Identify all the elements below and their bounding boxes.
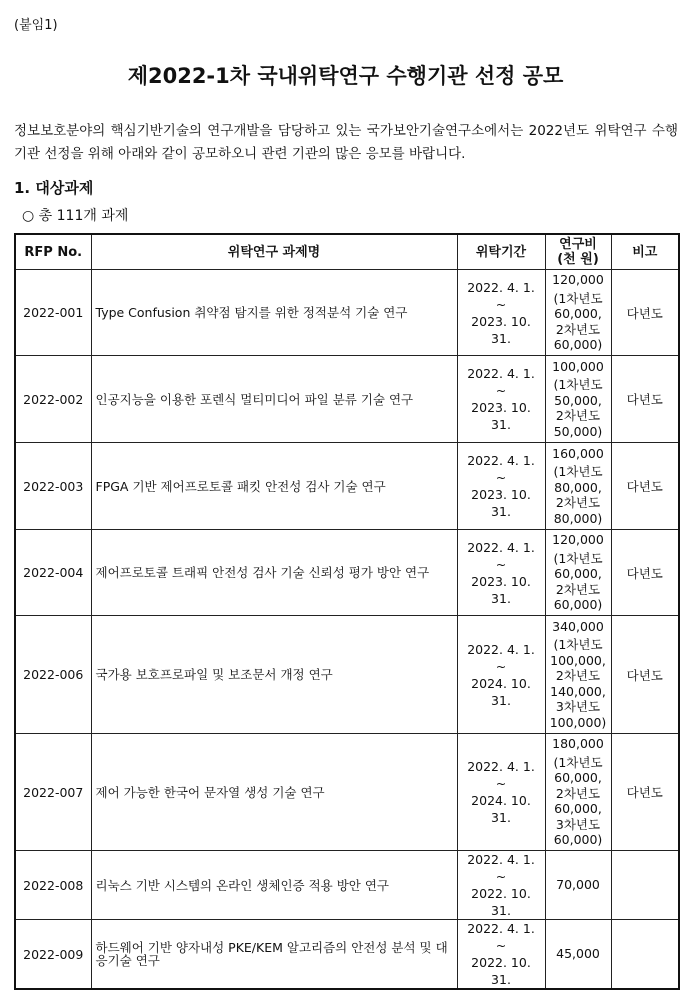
- project-name: 제어프로토콜 트래픽 안전성 검사 기술 신뢰성 평가 방안 연구: [91, 530, 457, 616]
- budget-detail: (1차년도 60,000, 2차년도 60,000): [553, 550, 603, 613]
- project-budget: [545, 920, 611, 990]
- intro-paragraph: 정보보호분야의 핵심기반기술의 연구개발을 담당하고 있는 국가보안기술연구소에서는 2022년도 위탁연구 수행기관 선정을 위해 아래와 같이 공모하오니 관련 기관의 많은 응모를 바랍니다.: [14, 123, 678, 162]
- header-period: 위탁기간: [457, 234, 545, 270]
- table-row: [15, 270, 679, 356]
- project-name: FPGA 기반 제어프로토콜 패킷 안전성 검사 기술 연구: [91, 443, 457, 530]
- budget-detail: (1차년도 80,000, 2차년도 80,000): [553, 464, 603, 526]
- project-budget: [545, 356, 611, 443]
- project-name: 국가용 보호프로파일 및 보조문서 개정 연구: [91, 616, 457, 734]
- rfp-number: 2022-008: [15, 851, 91, 920]
- rfp-table: [14, 233, 680, 990]
- period-start: 2022. 4. 1. ~: [467, 852, 535, 884]
- project-note: 다년도: [611, 270, 679, 356]
- project-period: [457, 920, 545, 990]
- project-note: 다년도: [611, 734, 679, 851]
- table-row: [15, 530, 679, 616]
- table-row: [15, 616, 679, 734]
- budget-total: 100,000: [552, 358, 604, 374]
- project-budget: [545, 851, 611, 920]
- budget-total: 120,000: [552, 272, 604, 288]
- header-note: 비고: [611, 234, 679, 270]
- table-row: [15, 851, 679, 920]
- period-end: 2023. 10. 31.: [471, 313, 531, 346]
- period-start: 2022. 4. 1. ~: [467, 539, 535, 572]
- budget-total: 180,000: [552, 736, 604, 752]
- period-start: 2022. 4. 1. ~: [467, 366, 535, 398]
- rfp-number: 2022-009: [15, 920, 91, 990]
- budget-total: 120,000: [552, 532, 604, 548]
- period-end: 2024. 10. 31.: [471, 793, 531, 825]
- table-row: [15, 734, 679, 851]
- project-budget: [545, 530, 611, 616]
- project-period: [457, 270, 545, 356]
- total-projects-label: ○ 총 111개 과제: [22, 208, 129, 224]
- period-start: 2022. 4. 1. ~: [467, 921, 535, 953]
- project-period: [457, 356, 545, 443]
- project-period: [457, 851, 545, 920]
- header-rfp-no: RFP No.: [15, 234, 91, 270]
- budget-total: 70,000: [556, 877, 600, 893]
- budget-detail: (1차년도 60,000, 2차년도 60,000, 3차년도 60,000): [553, 754, 603, 848]
- rfp-number: 2022-001: [15, 270, 91, 356]
- project-period: [457, 530, 545, 616]
- budget-total: 160,000: [552, 445, 604, 461]
- period-end: 2023. 10. 31.: [471, 487, 531, 519]
- project-note: [611, 920, 679, 990]
- budget-total: 45,000: [556, 946, 600, 962]
- period-start: 2022. 4. 1. ~: [467, 453, 535, 485]
- budget-total: 340,000: [552, 618, 604, 634]
- rfp-number: 2022-003: [15, 443, 91, 530]
- period-end: 2022. 10. 31.: [471, 955, 531, 987]
- rfp-number: 2022-004: [15, 530, 91, 616]
- rfp-number: 2022-006: [15, 616, 91, 734]
- project-name: 하드웨어 기반 양자내성 PKE/KEM 알고리즘의 안전성 분석 및 대응기술 연구: [91, 920, 457, 990]
- project-note: 다년도: [611, 616, 679, 734]
- period-end: 2023. 10. 31.: [471, 573, 531, 606]
- attachment-label: (붙임1): [14, 18, 58, 33]
- table-header-row: [15, 234, 679, 270]
- table-row: [15, 920, 679, 990]
- budget-detail: (1차년도 100,000, 2차년도 140,000, 3차년도 100,000): [549, 637, 607, 730]
- project-note: 다년도: [611, 443, 679, 530]
- page-title: 제2022-1차 국내위탁연구 수행기관 선정 공모: [127, 64, 564, 88]
- project-period: [457, 616, 545, 734]
- section-heading: 1. 대상과제: [14, 179, 94, 197]
- period-start: 2022. 4. 1. ~: [467, 641, 535, 674]
- project-note: [611, 851, 679, 920]
- period-end: 2023. 10. 31.: [471, 400, 531, 432]
- project-budget: [545, 443, 611, 530]
- project-name: Type Confusion 취약점 탐지를 위한 정적분석 기술 연구: [91, 270, 457, 356]
- table-row: [15, 443, 679, 530]
- project-name: 인공지능을 이용한 포렌식 멀티미디어 파일 분류 기술 연구: [91, 356, 457, 443]
- period-start: 2022. 4. 1. ~: [467, 279, 535, 312]
- period-end: 2024. 10. 31.: [471, 675, 531, 708]
- project-period: [457, 443, 545, 530]
- header-budget: 연구비 (천 원): [545, 234, 611, 270]
- project-note: 다년도: [611, 356, 679, 443]
- project-period: [457, 734, 545, 851]
- project-name: 리눅스 기반 시스템의 온라인 생체인증 적용 방안 연구: [91, 851, 457, 920]
- rfp-number: 2022-007: [15, 734, 91, 851]
- project-note: 다년도: [611, 530, 679, 616]
- period-end: 2022. 10. 31.: [471, 886, 531, 918]
- budget-detail: (1차년도 60,000, 2차년도 60,000): [553, 290, 603, 353]
- period-start: 2022. 4. 1. ~: [467, 759, 535, 791]
- project-name: 제어 가능한 한국어 문자열 생성 기술 연구: [91, 734, 457, 851]
- project-budget: [545, 734, 611, 851]
- table-row: [15, 356, 679, 443]
- budget-detail: (1차년도 50,000, 2차년도 50,000): [553, 377, 603, 439]
- rfp-number: 2022-002: [15, 356, 91, 443]
- project-budget: [545, 270, 611, 356]
- project-budget: [545, 616, 611, 734]
- header-name: 위탁연구 과제명: [91, 234, 457, 270]
